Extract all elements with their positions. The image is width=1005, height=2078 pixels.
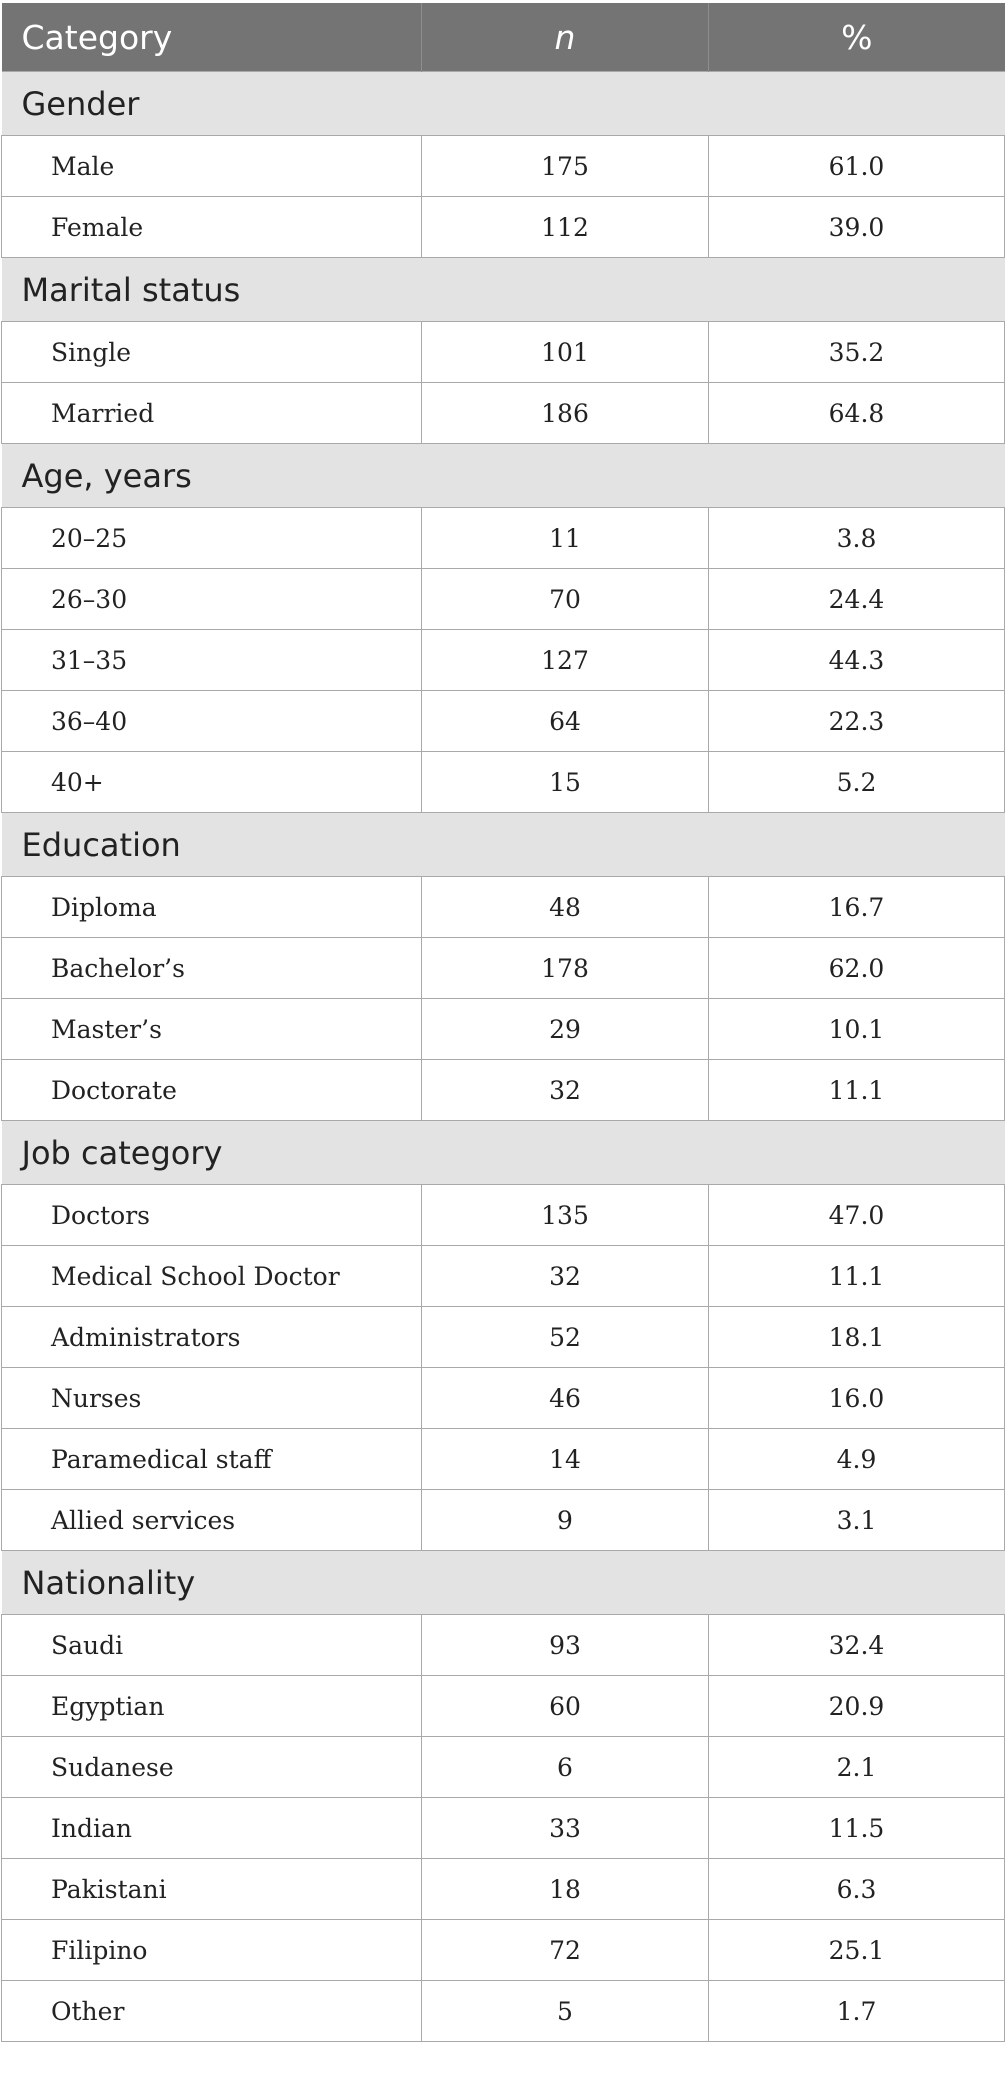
section-row xyxy=(2,258,1005,322)
row-count: 52 xyxy=(422,1307,709,1368)
section-title: Job category xyxy=(2,1121,1005,1185)
row-percent: 4.9 xyxy=(709,1429,1005,1490)
row-percent: 64.8 xyxy=(709,383,1005,444)
table-row xyxy=(2,1981,1005,2042)
row-label: Indian xyxy=(2,1798,422,1859)
row-label: 20–25 xyxy=(2,508,422,569)
header-category: Category xyxy=(2,3,422,72)
row-label: Male xyxy=(2,136,422,197)
table-body xyxy=(2,72,1005,2042)
row-count: 72 xyxy=(422,1920,709,1981)
table-row xyxy=(2,630,1005,691)
table-row xyxy=(2,1185,1005,1246)
table-row xyxy=(2,999,1005,1060)
row-count: 33 xyxy=(422,1798,709,1859)
row-percent: 35.2 xyxy=(709,322,1005,383)
row-percent: 1.7 xyxy=(709,1981,1005,2042)
row-count: 18 xyxy=(422,1859,709,1920)
row-count: 186 xyxy=(422,383,709,444)
row-count: 127 xyxy=(422,630,709,691)
row-label: Nurses xyxy=(2,1368,422,1429)
row-label: Female xyxy=(2,197,422,258)
table-row xyxy=(2,569,1005,630)
table-row xyxy=(2,1429,1005,1490)
row-percent: 44.3 xyxy=(709,630,1005,691)
row-count: 32 xyxy=(422,1060,709,1121)
table-row xyxy=(2,136,1005,197)
table-row xyxy=(2,1737,1005,1798)
header-row xyxy=(2,3,1005,72)
table-row xyxy=(2,322,1005,383)
table-row xyxy=(2,877,1005,938)
demographics-table xyxy=(1,3,1005,2042)
row-label: 31–35 xyxy=(2,630,422,691)
row-count: 14 xyxy=(422,1429,709,1490)
row-count: 178 xyxy=(422,938,709,999)
row-percent: 11.5 xyxy=(709,1798,1005,1859)
table-row xyxy=(2,1615,1005,1676)
table-row xyxy=(2,508,1005,569)
table-row xyxy=(2,1859,1005,1920)
row-label: Doctorate xyxy=(2,1060,422,1121)
row-percent: 20.9 xyxy=(709,1676,1005,1737)
table-row xyxy=(2,938,1005,999)
row-percent: 32.4 xyxy=(709,1615,1005,1676)
section-row xyxy=(2,72,1005,136)
table-row xyxy=(2,752,1005,813)
table-row xyxy=(2,1368,1005,1429)
section-row xyxy=(2,813,1005,877)
row-label: Administrators xyxy=(2,1307,422,1368)
row-count: 64 xyxy=(422,691,709,752)
row-count: 60 xyxy=(422,1676,709,1737)
row-label: Saudi xyxy=(2,1615,422,1676)
row-percent: 3.8 xyxy=(709,508,1005,569)
row-count: 70 xyxy=(422,569,709,630)
table-row xyxy=(2,691,1005,752)
table-row xyxy=(2,1920,1005,1981)
section-title: Nationality xyxy=(2,1551,1005,1615)
row-count: 9 xyxy=(422,1490,709,1551)
row-percent: 22.3 xyxy=(709,691,1005,752)
row-label: Allied services xyxy=(2,1490,422,1551)
table-row xyxy=(2,1676,1005,1737)
table-row xyxy=(2,1798,1005,1859)
row-label: Paramedical staff xyxy=(2,1429,422,1490)
row-percent: 6.3 xyxy=(709,1859,1005,1920)
header-percent: % xyxy=(709,3,1005,72)
row-label: Married xyxy=(2,383,422,444)
row-label: Single xyxy=(2,322,422,383)
row-count: 112 xyxy=(422,197,709,258)
section-title: Marital status xyxy=(2,258,1005,322)
table-row xyxy=(2,197,1005,258)
row-label: Bachelor’s xyxy=(2,938,422,999)
row-percent: 10.1 xyxy=(709,999,1005,1060)
row-percent: 39.0 xyxy=(709,197,1005,258)
row-percent: 24.4 xyxy=(709,569,1005,630)
row-percent: 16.7 xyxy=(709,877,1005,938)
row-percent: 16.0 xyxy=(709,1368,1005,1429)
section-title: Age, years xyxy=(2,444,1005,508)
row-percent: 62.0 xyxy=(709,938,1005,999)
row-count: 48 xyxy=(422,877,709,938)
row-percent: 5.2 xyxy=(709,752,1005,813)
row-label: Master’s xyxy=(2,999,422,1060)
row-label: Filipino xyxy=(2,1920,422,1981)
row-percent: 11.1 xyxy=(709,1060,1005,1121)
section-row xyxy=(2,444,1005,508)
table-header xyxy=(2,3,1005,72)
row-count: 5 xyxy=(422,1981,709,2042)
row-percent: 25.1 xyxy=(709,1920,1005,1981)
row-label: 36–40 xyxy=(2,691,422,752)
row-label: Diploma xyxy=(2,877,422,938)
section-title: Education xyxy=(2,813,1005,877)
row-count: 15 xyxy=(422,752,709,813)
row-label: Egyptian xyxy=(2,1676,422,1737)
row-label: Doctors xyxy=(2,1185,422,1246)
row-percent: 2.1 xyxy=(709,1737,1005,1798)
row-percent: 11.1 xyxy=(709,1246,1005,1307)
table-row xyxy=(2,383,1005,444)
table-row xyxy=(2,1307,1005,1368)
row-count: 6 xyxy=(422,1737,709,1798)
header-n: n xyxy=(422,3,709,72)
row-percent: 47.0 xyxy=(709,1185,1005,1246)
row-percent: 18.1 xyxy=(709,1307,1005,1368)
row-count: 93 xyxy=(422,1615,709,1676)
table-row xyxy=(2,1490,1005,1551)
section-row xyxy=(2,1551,1005,1615)
row-label: Pakistani xyxy=(2,1859,422,1920)
row-count: 135 xyxy=(422,1185,709,1246)
row-percent: 3.1 xyxy=(709,1490,1005,1551)
table-row xyxy=(2,1246,1005,1307)
row-label: 40+ xyxy=(2,752,422,813)
row-count: 101 xyxy=(422,322,709,383)
row-percent: 61.0 xyxy=(709,136,1005,197)
row-count: 11 xyxy=(422,508,709,569)
row-count: 175 xyxy=(422,136,709,197)
row-label: Other xyxy=(2,1981,422,2042)
row-count: 29 xyxy=(422,999,709,1060)
row-label: 26–30 xyxy=(2,569,422,630)
row-count: 46 xyxy=(422,1368,709,1429)
section-title: Gender xyxy=(2,72,1005,136)
row-label: Sudanese xyxy=(2,1737,422,1798)
section-row xyxy=(2,1121,1005,1185)
row-label: Medical School Doctor xyxy=(2,1246,422,1307)
row-count: 32 xyxy=(422,1246,709,1307)
table-row xyxy=(2,1060,1005,1121)
